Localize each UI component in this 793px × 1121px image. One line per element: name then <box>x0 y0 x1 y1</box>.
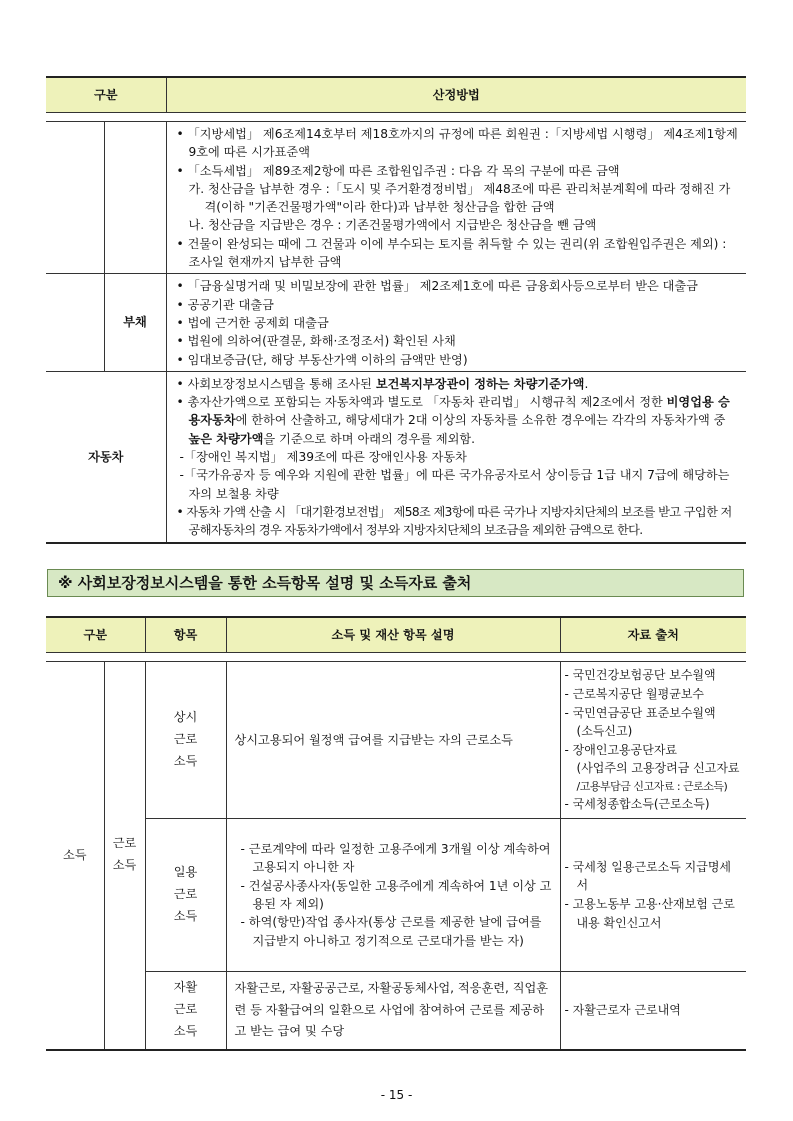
header-method: 산정방법 <box>166 77 746 113</box>
debt-row <box>46 274 746 371</box>
list-item: • 사회보장정보시스템을 통해 조사된 보건복지부장관이 정하는 차량기준가액. <box>176 376 589 391</box>
table2-header-row <box>46 617 746 653</box>
list-item: • 「소득세법」 제89조제2항에 따른 조합원입주권 : 다음 각 목의 구분에 따른 금액 <box>176 163 620 178</box>
car-row <box>46 371 746 542</box>
source-daily: - 국세청 일용근로소득 지급명세서 - 고용노동부 고용·산재보험 근로내용 확인신고서 <box>560 819 746 972</box>
debt-method-cell <box>166 274 746 371</box>
calculation-method-table <box>46 76 746 544</box>
list-subitem: 나. 청산금을 지급받은 경우 : 기존건물평가액에서 지급받은 청산금을 뺀 금액 <box>188 218 597 233</box>
desc-daily: - 근로계약에 따라 일정한 고용주에게 3개월 이상 계속하여 고용되지 아니한 자 - 건설공사종사자(동일한 고용주에게 계속하여 1년 이상 고용된 자 제외) - 하역(항만)작업 종사자(통상 근로를 제공한 날에 급여를 지급받지 아니하고 정기적으로 근로대가를 받는 자) <box>226 819 560 972</box>
item-self-support: 자활 근로 소득 <box>145 972 226 1050</box>
property-method-cell <box>166 122 746 274</box>
category-labor-income: 근로 소득 <box>104 662 145 1050</box>
table-row <box>46 972 746 1050</box>
property-row <box>46 122 746 274</box>
list-dash-item: -「장애인 복지법」 제39조에 따른 장애인사용 자동차 <box>179 450 467 465</box>
list-item: • 법원에 의하여(판결문, 화해·조정조서) 확인된 사채 <box>176 334 456 349</box>
car-method-cell <box>166 371 746 542</box>
page-number: - 15 - <box>380 1088 413 1102</box>
list-subitem: 가. 청산금을 납부한 경우 :「도시 및 주거환경정비법」 제48조에 따른 관리처분계획에 따라 정해진 가격(이하 "기존건물평가액"이라 한다)과 납부한 청산금을 합한 금액 <box>188 181 731 215</box>
list-item: • 공공기관 대출금 <box>176 297 274 312</box>
source-self-support: - 자활근로자 근로내역 <box>560 972 746 1050</box>
debt-label: 부채 <box>104 274 166 371</box>
item-regular: 상시 근로 소득 <box>145 662 226 819</box>
header-category: 구분 <box>46 617 145 653</box>
category-income: 소득 <box>46 662 104 1050</box>
header-item: 항목 <box>145 617 226 653</box>
table1-header-row <box>46 77 746 113</box>
income-source-table <box>46 616 746 1051</box>
list-item: • 「금융실명거래 및 비밀보장에 관한 법률」 제2조제1호에 따른 금융회사등으로부터 받은 대출금 <box>176 279 698 294</box>
desc-self-support: 자활근로, 자활공공근로, 자활공동체사업, 적응훈련, 직업훈련 등 자활급여의 일환으로 사업에 참여하여 근로를 제공하고 받는 급여 및 수당 <box>226 972 560 1050</box>
list-item: • 법에 근거한 공제회 대출금 <box>176 315 329 330</box>
car-label: 자동차 <box>46 371 166 542</box>
table-row <box>46 819 746 972</box>
list-dash-item: -「국가유공자 등 예우와 지원에 관한 법률」에 따른 국가유공자로서 상이등급 1급 내지 7급에 해당하는 자의 보철용 차량 <box>179 468 730 501</box>
table-row <box>46 662 746 819</box>
header-description: 소득 및 재산 항목 설명 <box>226 617 560 653</box>
list-item: • 자동차 가액 산출 시 「대기환경보전법」 제58조 제3항에 따른 국가나 지방자치단체의 보조를 받고 구입한 저공해자동차의 경우 자동차가액에서 정부와 지방자치단체의 보조금을 제외한 금액으로 한다. <box>176 504 732 538</box>
header-source: 자료 출처 <box>560 617 746 653</box>
list-item: • 임대보증금(단, 해당 부동산가액 이하의 금액만 반영) <box>176 352 468 367</box>
list-item: • 건물이 완성되는 때에 그 건물과 이에 부수되는 토지를 취득할 수 있는 권리(위 조합원입주권은 제외) : 조사일 현재까지 납부한 금액 <box>176 236 727 270</box>
desc-regular: 상시고용되어 월정액 급여를 지급받는 자의 근로소득 <box>226 662 560 819</box>
header-category: 구분 <box>46 77 166 113</box>
list-item: • 총자산가액으로 포함되는 자동차액과 별도로 「자동차 관리법」 시행규칙 제2조에서 정한 비영업용 승용자동차에 한하여 산출하고, 해당세대가 2대 이상의 자동차를 소유한 경우에는 각각의 자동차가액 중 높은 차량가액을 기준으로 하며 아래의 경우를 제외함. <box>176 395 730 446</box>
source-regular: - 국민건강보험공단 보수월액 - 근로복지공단 월평균보수 - 국민연금공단 표준보수월액 (소득신고) - 장애인고용공단자료 (사업주의 고용장려금 신고자료 /고용부담금 신고자료 : 근로소득) - 국세청종합소득(근로소득) <box>560 662 746 819</box>
item-daily: 일용 근로 소득 <box>145 819 226 972</box>
section-banner: ※ 사회보장정보시스템을 통한 소득항목 설명 및 소득자료 출처 <box>47 569 744 597</box>
list-item: • 「지방세법」 제6조제14호부터 제18호까지의 규정에 따른 회원권 :「지방세법 시행령」 제4조제1항제9호에 따른 시가표준액 <box>176 127 738 160</box>
